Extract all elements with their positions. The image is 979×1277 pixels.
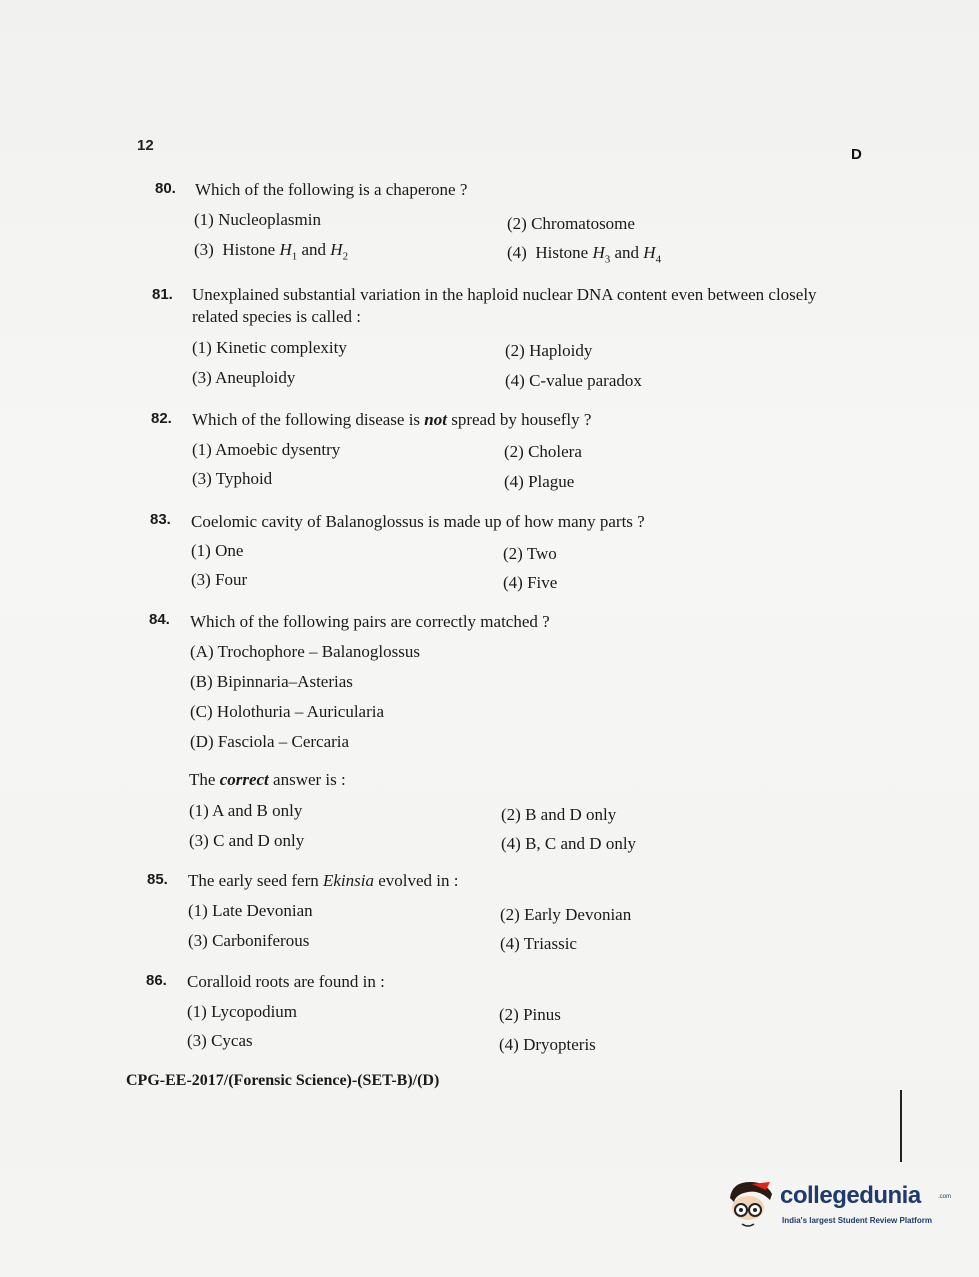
option-3: (3) C and D only: [189, 831, 305, 850]
option-3: (3) Four: [191, 570, 248, 589]
option-4: (4) Histone $H_3$ and $H_4$: [507, 243, 662, 266]
answer-instruction: The correct answer is :: [189, 770, 346, 789]
pair-d: (D) Fasciola – Cercaria: [190, 732, 350, 751]
option-1: (1) Nucleoplasmin: [194, 210, 321, 229]
paper-code: CPG-EE-2017/(Forensic Science)-(SET-B)/(D): [126, 1072, 440, 1089]
brand-name: collegedunia: [780, 1182, 921, 1209]
option-4: (4) Five: [503, 573, 558, 592]
option-3: (3) Histone $H_1$ and $H_2$: [194, 240, 349, 263]
option-2: (2) Haploidy: [505, 341, 593, 360]
option-4: (4) C-value paradox: [505, 371, 642, 390]
question-text: Which of the following is a chaperone ?: [195, 180, 468, 199]
question-text: Which of the following pairs are correctly matched ?: [190, 612, 550, 631]
brand-tagline: India's largest Student Review Platform: [782, 1216, 932, 1225]
option-1: (1) A and B only: [189, 801, 303, 820]
set-letter: D: [851, 146, 862, 163]
question-number: 81.: [152, 286, 173, 303]
brand-suffix: .com: [938, 1194, 952, 1200]
question-number: 83.: [150, 511, 171, 528]
question-text: The early seed fern Ekinsia evolved in :: [188, 871, 459, 890]
option-2: (2) Chromatosome: [507, 214, 635, 233]
option-1: (1) Amoebic dysentry: [192, 440, 341, 459]
question-number: 85.: [147, 871, 168, 888]
question-text: Which of the following disease is not spread by housefly ?: [192, 410, 592, 429]
option-1: (1) Kinetic complexity: [192, 338, 347, 357]
question-number: 80.: [155, 180, 176, 197]
collegedunia-logo: [722, 1178, 952, 1238]
question-text: Unexplained substantial variation in the haploid nuclear DNA content even between closely related species is called :: [192, 285, 817, 326]
option-3: (3) Cycas: [187, 1031, 253, 1050]
option-1: (1) Late Devonian: [188, 901, 313, 920]
option-3: (3) Aneuploidy: [192, 368, 296, 387]
pair-a: (A) Trochophore – Balanoglossus: [190, 642, 420, 661]
option-3: (3) Typhoid: [192, 469, 273, 488]
pair-c: (C) Holothuria – Auricularia: [190, 702, 385, 721]
pair-b: (B) Bipinnaria–Asterias: [190, 672, 353, 691]
option-1: (1) Lycopodium: [187, 1002, 298, 1021]
option-4: (4) Triassic: [500, 934, 577, 953]
mascot-icon: [722, 1178, 780, 1230]
question-text: Coralloid roots are found in :: [187, 972, 385, 991]
option-2: (2) Pinus: [499, 1005, 561, 1024]
option-2: (2) Early Devonian: [500, 905, 632, 924]
option-2: (2) Two: [503, 544, 557, 563]
question-number: 82.: [151, 410, 172, 427]
question-text: Coelomic cavity of Balanoglossus is made up of how many parts ?: [191, 512, 645, 531]
option-4: (4) Dryopteris: [499, 1035, 596, 1054]
option-3: (3) Carboniferous: [188, 931, 310, 950]
option-2: (2) Cholera: [504, 442, 582, 461]
option-4: (4) B, C and D only: [501, 834, 637, 853]
option-1: (1) One: [191, 541, 244, 560]
margin-rule: [900, 1090, 902, 1162]
option-4: (4) Plague: [504, 472, 575, 491]
page-number: 12: [137, 137, 154, 154]
option-2: (2) B and D only: [501, 805, 617, 824]
question-number: 86.: [146, 972, 167, 989]
question-number: 84.: [149, 611, 170, 628]
